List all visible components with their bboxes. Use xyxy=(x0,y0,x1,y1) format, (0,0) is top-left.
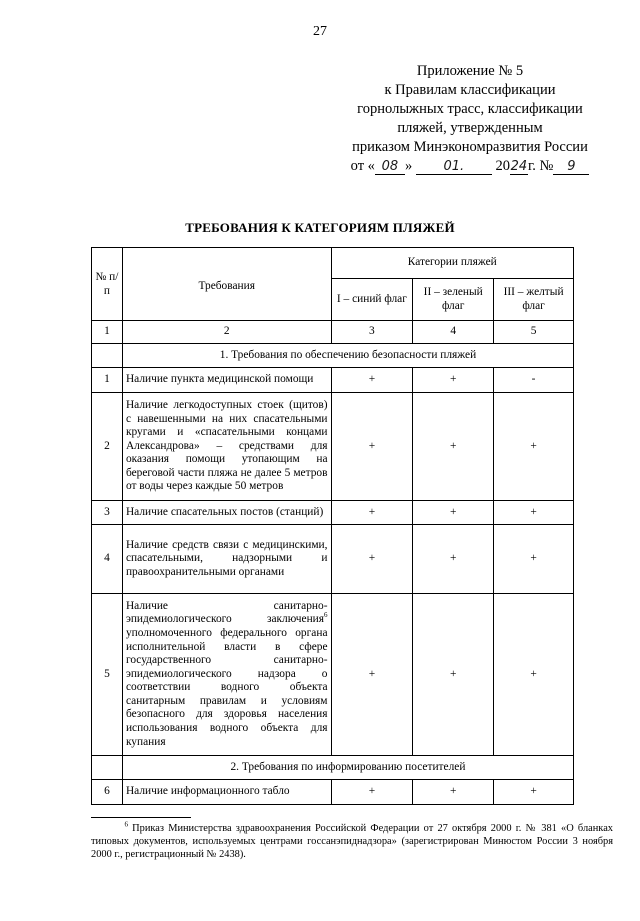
header-category-1: I – синий флаг xyxy=(331,279,413,321)
column-number: 3 xyxy=(331,321,413,344)
column-number: 2 xyxy=(122,321,331,344)
table-row xyxy=(92,780,574,805)
category-3-mark: + xyxy=(494,393,574,501)
requirement-text: Наличие информационного табло xyxy=(122,780,331,805)
category-1-mark: + xyxy=(331,525,413,594)
footnote-text: Приказ Министерства здравоохранения Российской Федерации от 27 октября 2000 г. № 381 «О бланках типовых документов, используемых центрами госсанэпиднадзора» (зарегистрирован Минюстом России 3 ноября 2000 г., регистрационный № 2438). xyxy=(91,823,614,860)
column-number: 1 xyxy=(92,321,123,344)
row-number: 6 xyxy=(92,780,123,805)
document-title: ТРЕБОВАНИЯ К КАТЕГОРИЯМ ПЛЯЖЕЙ xyxy=(185,220,455,235)
header-category-3: III – желтый флаг xyxy=(494,279,574,321)
category-3-mark: + xyxy=(494,525,574,594)
appendix-line: пляжей, утвержденным xyxy=(397,120,543,136)
category-2-mark: + xyxy=(413,594,494,756)
category-2-mark: + xyxy=(413,368,494,393)
footnote xyxy=(91,820,614,861)
requirement-text: Наличие средств связи с медицинскими, спасательными, надзорными и правоохранительными органами xyxy=(122,525,331,594)
table-row xyxy=(92,368,574,393)
table-row xyxy=(92,501,574,525)
category-1-mark: + xyxy=(331,393,413,501)
category-3-mark: + xyxy=(494,780,574,805)
row-number: 1 xyxy=(92,368,123,393)
appendix-line: приказом Минэкономразвития России xyxy=(352,139,588,155)
appendix-title: Приложение № 5 xyxy=(416,63,524,79)
requirement-text: Наличие пункта медицинской помощи xyxy=(122,368,331,393)
category-1-mark: + xyxy=(331,594,413,756)
order-date-line: от « 08 » 01. 2024г. № 9 xyxy=(330,157,610,176)
requirement-text: Наличие легкодоступных стоек (щитов) с навешенными на них спасательными кругами и «спасательными концами Александрова» – средствами для оказания помощи утопающим на береговой части пляжа не далее 5 метров от воды через каждые 50 метров xyxy=(122,393,331,501)
requirement-text: Наличие спасательных постов (станций) xyxy=(122,501,331,525)
requirement-text: Наличие санитарно-эпидемиологического заключения$^6$ уполномоченного федерального органа исполнительной власти в сфере государственного санитарно-эпидемиологического надзора о соответствии водного объекта санитарным правилам и условиям безопасного для здоровья населения использования водного объекта для купания xyxy=(122,594,331,756)
category-1-mark: + xyxy=(331,368,413,393)
appendix-header xyxy=(330,62,610,176)
header-num: № п/п xyxy=(92,248,123,321)
order-day: 08 xyxy=(375,159,405,175)
appendix-line: горнолыжных трасс, классификации xyxy=(357,101,583,117)
row-number: 4 xyxy=(92,525,123,594)
category-1-mark: + xyxy=(331,501,413,525)
category-3-mark: + xyxy=(494,594,574,756)
order-year: 24 xyxy=(510,159,528,174)
section-heading: 1. Требования по обеспечению безопасности пляжей xyxy=(122,344,573,368)
category-2-mark: + xyxy=(413,525,494,594)
column-numbering-row xyxy=(92,321,574,344)
table-row xyxy=(92,525,574,594)
header-category-2: II – зеленый флаг xyxy=(413,279,494,321)
category-1-mark: + xyxy=(331,780,413,805)
footnote-ref: 6 xyxy=(324,611,328,620)
category-3-mark: + xyxy=(494,501,574,525)
requirements-table xyxy=(91,247,574,805)
category-2-mark: + xyxy=(413,780,494,805)
table-row xyxy=(92,393,574,501)
row-number: 5 xyxy=(92,594,123,756)
page-number: 27 xyxy=(313,24,327,39)
header-requirements: Требования xyxy=(122,248,331,321)
footnote-divider xyxy=(91,817,191,818)
row-number: 2 xyxy=(92,393,123,501)
order-month: 01. xyxy=(416,159,492,175)
category-2-mark: + xyxy=(413,501,494,525)
footnote-mark: 6 xyxy=(124,820,128,829)
section-heading: 2. Требования по информированию посетителей xyxy=(122,756,573,780)
category-2-mark: + xyxy=(413,393,494,501)
appendix-line: к Правилам классификации xyxy=(384,82,556,98)
section-row xyxy=(92,756,574,780)
category-3-mark: - xyxy=(494,368,574,393)
table-row xyxy=(92,594,574,756)
column-number: 4 xyxy=(413,321,494,344)
section-row xyxy=(92,344,574,368)
column-number: 5 xyxy=(494,321,574,344)
row-number: 3 xyxy=(92,501,123,525)
order-number: 9 xyxy=(553,159,589,175)
header-categories: Категории пляжей xyxy=(331,248,573,279)
